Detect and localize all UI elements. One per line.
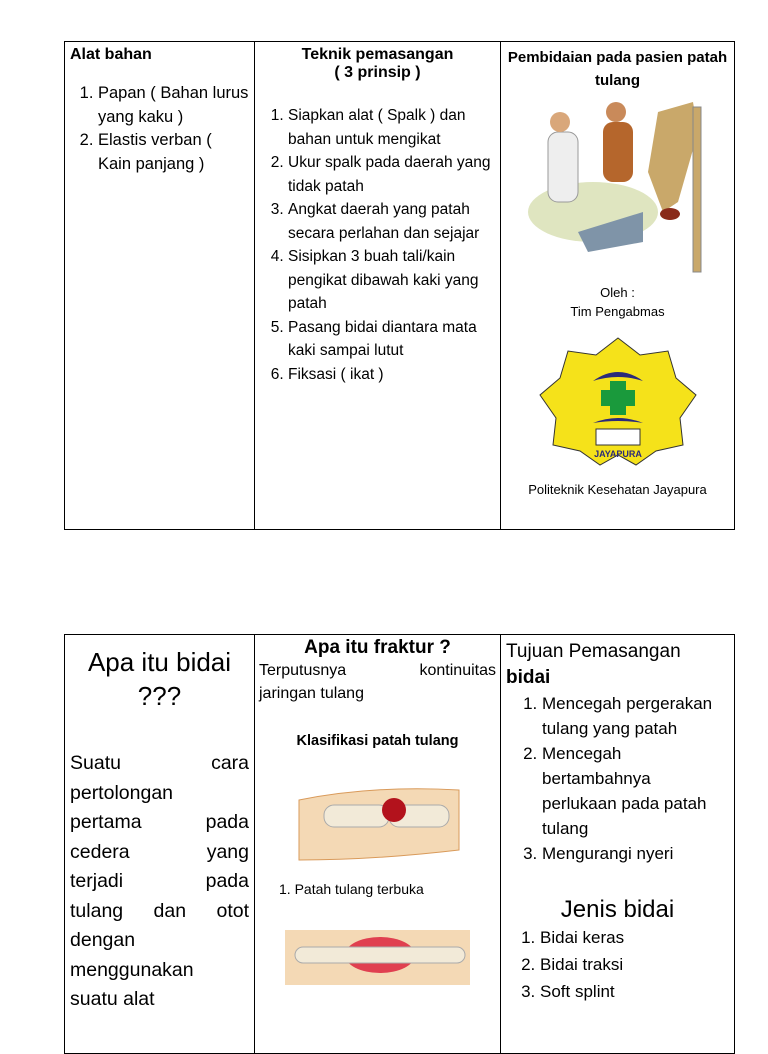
apa-itu-bidai-cell [65, 635, 255, 1054]
tujuan-heading: Tujuan Pemasangan bidai [506, 641, 681, 688]
list-item: 2. Mencegah bertambahnya perlukaan pada patah tulang [542, 741, 729, 841]
definition-line: suatu alat [70, 988, 155, 1010]
list-item: 4. Sisipkan 3 buah tali/kain pengikat dibawah kaki yang patah [288, 245, 495, 316]
alat-bahan-heading: Alat bahan [70, 46, 152, 63]
definition-line: pertama pada [70, 811, 249, 833]
list-item: 2. Bidai traksi [540, 951, 729, 978]
list-item: 1. Bidai keras [540, 924, 729, 951]
jenis-bidai-list [506, 924, 729, 1005]
info-table-1 [64, 41, 735, 530]
fraktur-definition: Terputusnya kontinuitas [259, 662, 496, 679]
list-item: 2. Elastis verban ( Kain panjang ) [98, 129, 249, 176]
apa-itu-bidai-heading: Apa itu bidai ??? [87, 647, 232, 711]
list-item: 1. Mencegah pergerakan tulang yang patah [542, 691, 729, 741]
author: Tim Pengabmas [570, 304, 665, 319]
list-item: 6. Fiksasi ( ikat ) [288, 363, 495, 387]
teknik-heading: Teknik pemasangan ( 3 prinsip ) [301, 46, 454, 81]
definition-line: cedera yang [70, 840, 249, 863]
institution-name: Politeknik Kesehatan Jayapura [528, 482, 707, 497]
svg-text:JAYAPURA: JAYAPURA [593, 449, 642, 459]
pembidaian-cell [501, 42, 735, 530]
splinting-illustration [518, 92, 718, 277]
tujuan-cell [501, 635, 735, 1054]
fraktur-cell [255, 635, 501, 1054]
definition-line: terjadi pada [70, 870, 249, 892]
open-fracture-image [294, 765, 462, 865]
alat-bahan-list [70, 82, 249, 176]
by-label: Oleh : [600, 285, 635, 300]
open-fracture-caption: 1. Patah tulang terbuka [279, 881, 424, 897]
list-item: 3. Mengurangi nyeri [542, 841, 729, 866]
fraktur-heading: Apa itu fraktur ? [304, 637, 451, 658]
list-item: 3. Angkat daerah yang patah secara perlahan dan sejajar [288, 198, 495, 245]
list-item: 5. Pasang bidai diantara mata kaki sampai lutut [288, 316, 495, 363]
list-item: 1. Papan ( Bahan lurus yang kaku ) [98, 82, 249, 129]
list-item: 2. Ukur spalk pada daerah yang tidak patah [288, 151, 495, 198]
alat-bahan-cell [65, 42, 255, 530]
tujuan-list [506, 691, 729, 866]
definition-line: dengan [70, 929, 136, 951]
definition-line: pertolongan [70, 781, 174, 804]
definition-line: Suatu cara [70, 752, 249, 774]
list-item: 1. Siapkan alat ( Spalk ) dan bahan untuk mengikat [288, 104, 495, 151]
fraktur-definition-2: jaringan tulang [259, 685, 364, 702]
info-table-2 [64, 634, 735, 1054]
definition-line: tulang dan otot [70, 899, 249, 922]
klasifikasi-heading: Klasifikasi patah tulang [296, 733, 459, 749]
pembidaian-heading: Pembidaian pada pasien patah tulang [507, 49, 728, 89]
definition-line: menggunakan [70, 958, 194, 981]
list-item: 3. Soft splint [540, 978, 729, 1005]
teknik-list [260, 104, 495, 386]
closed-fracture-image [280, 925, 475, 985]
poltekkes-logo [538, 333, 698, 468]
bidai-definition [70, 749, 249, 1015]
teknik-cell [255, 42, 501, 530]
jenis-bidai-heading: Jenis bidai [560, 896, 675, 923]
